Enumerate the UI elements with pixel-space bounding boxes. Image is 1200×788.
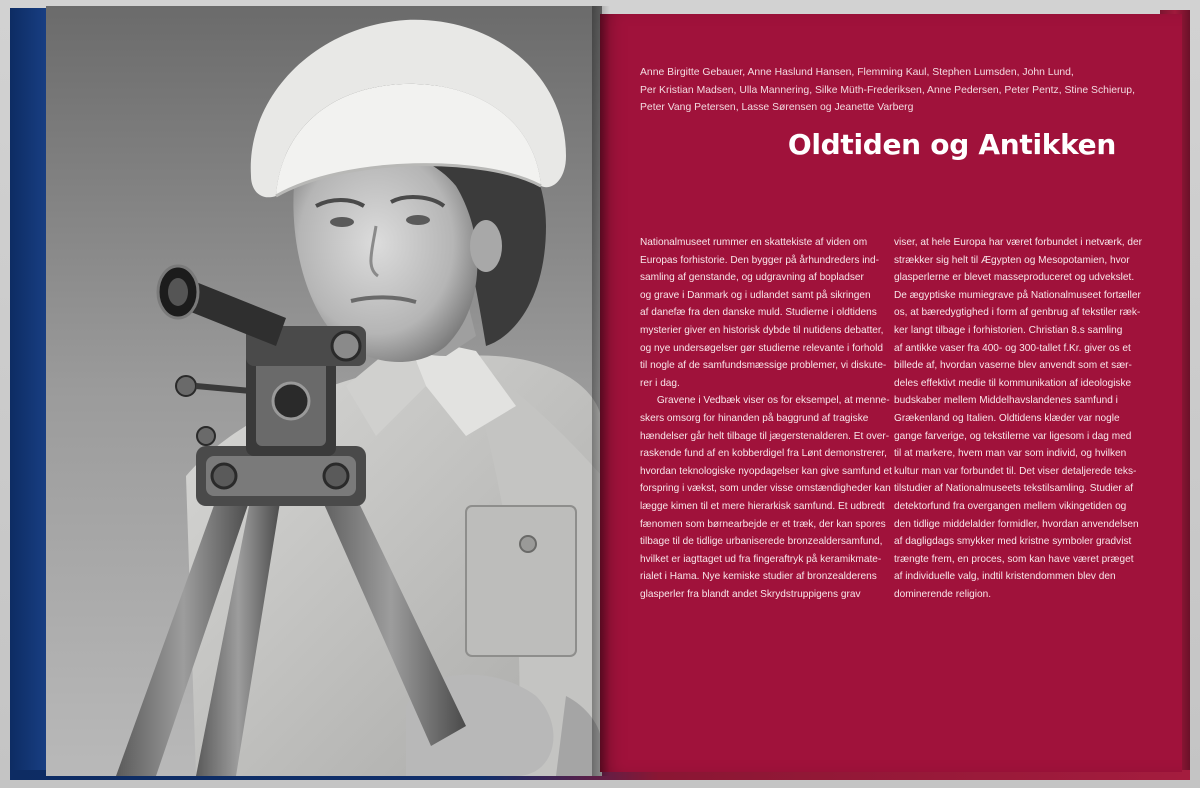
text-line: tilstudier af Nationalmuseets tekstilsamling. Studier af: [894, 483, 1133, 495]
text-line: af dagligdags smykker med kristne symboler gradvist: [894, 536, 1132, 548]
chapter-title: Oldtiden og Antikken: [787, 128, 1116, 161]
text-line: billede af, hvordan vaserne blev anvendt som et sær-: [894, 360, 1132, 372]
text-line: glasperlerne er blevet masseproduceret og udvekslet.: [894, 272, 1135, 284]
text-line: budskaber mellem Middelhavslandenes samfund i: [894, 395, 1118, 407]
text-line: Europas forhistorie. Den bygger på århundreders ind-: [640, 254, 880, 266]
text-line: til at markere, hvem man var som individ, og hvilken: [894, 448, 1127, 460]
text-line: tilbage til de tidlige urbaniserede bronzealdersamfund,: [640, 536, 883, 548]
author-line: Per Kristian Madsen, Ulla Mannering, Silke Müth-Frederiksen, Anne Pedersen, Peter Pentz, Stine Schierup,: [640, 84, 1135, 96]
text-line: rialet i Hama. Nye kemiske studier af bronzealderens: [640, 571, 877, 583]
text-line: hvilket er iagttaget ud fra fingeraftryk på keramikmate-: [640, 553, 882, 565]
author-line: Peter Vang Petersen, Lasse Sørensen og Jeanette Varberg: [640, 102, 914, 113]
text-line: gange farverige, og tekstilerne var ligesom i dag med: [894, 430, 1132, 442]
text-line: hvordan teknologiske nyopdagelser kan give samfund et: [640, 465, 892, 477]
text-line: detektorfund fra overgangen mellem vikingetiden og: [894, 500, 1127, 512]
left-page: [46, 6, 602, 776]
text-line: og nye undersøgelser gør studierne relevante i forhold: [640, 342, 883, 354]
text-line: fænomen som børnearbejde er et træk, der kan spores: [640, 518, 886, 530]
book-spine-shadow: [592, 6, 610, 776]
author-line: Anne Birgitte Gebauer, Anne Haslund Hansen, Flemming Kaul, Stephen Lumsden, John Lund,: [640, 67, 1074, 78]
text-line: strækker sig helt til Ægypten og Mesopotamien, hvor: [894, 254, 1130, 266]
text-line: hændelser går helt tilbage til jægerstenalderen. Et over-: [640, 430, 890, 442]
text-line: til nogle af de samfundsmæssige problemer, vi diskute-: [640, 360, 887, 372]
text-line: skers omsorg for hinanden på baggrund af tragiske: [640, 412, 869, 424]
text-line: raskende fund af en kobberdigel fra Lønt demonstrerer,: [640, 448, 887, 460]
text-line: af danefæ fra den danske muld. Studierne i oldtidens: [640, 307, 877, 319]
text-line: viser, at hele Europa har været forbundet i netværk, der: [894, 237, 1142, 248]
text-line: mysterier giver en historisk dybde til nutidens debatter,: [640, 324, 884, 336]
text-line: dominerende religion.: [894, 588, 992, 600]
text-line: forspring i vækst, som under visse omstændigheder kan: [640, 483, 891, 495]
text-line: trængte frem, en proces, som kan have været præget: [894, 553, 1134, 565]
text-line: os, at bæredygtighed i form af genbrug af tekstiler ræk-: [894, 307, 1141, 319]
text-line: af antikke vaser fra 400- og 300-tallet f.Kr. giver os et: [894, 342, 1131, 354]
text-line: deles effektivt medie til kommunikation af ideologiske: [894, 377, 1132, 389]
text-line: den tidlige middelalder formidler, hvordan anvendelsen: [894, 518, 1139, 530]
text-line: ker langt tilbage i forhistorien. Christian 8.s samling: [894, 324, 1123, 336]
text-line: rer i dag.: [640, 377, 680, 389]
body-column-2: [894, 234, 1144, 603]
woman-with-surveying-instrument-photo: [46, 6, 602, 776]
text-line: Gravene i Vedbæk viser os for eksempel, at menne-: [640, 395, 890, 407]
text-line: Nationalmuseet rummer en skattekiste af viden om: [640, 237, 868, 248]
text-line: af individuelle valg, indtil kristendommen blev den: [894, 571, 1116, 583]
text-line: kultur man var forbundet til. Det viser detaljerede teks-: [894, 465, 1137, 477]
right-page: [600, 14, 1182, 772]
author-list: [640, 64, 1135, 117]
text-line: lægge kimen til et mere hierarkisk samfund. Et udbredt: [640, 500, 885, 512]
text-line: samling af genstande, og udgravning af bopladser: [640, 272, 864, 284]
text-line: De ægyptiske mumiegrave på Nationalmuseet fortæller: [894, 289, 1141, 301]
body-column-1: [640, 234, 890, 603]
text-line: glasperler fra blandt andet Skrydstruppigens grav: [640, 588, 861, 600]
text-line: Grækenland og Italien. Oldtidens klæder var nogle: [894, 412, 1120, 424]
text-line: og grave i Danmark og i udlandet samt på sikringen: [640, 289, 871, 301]
